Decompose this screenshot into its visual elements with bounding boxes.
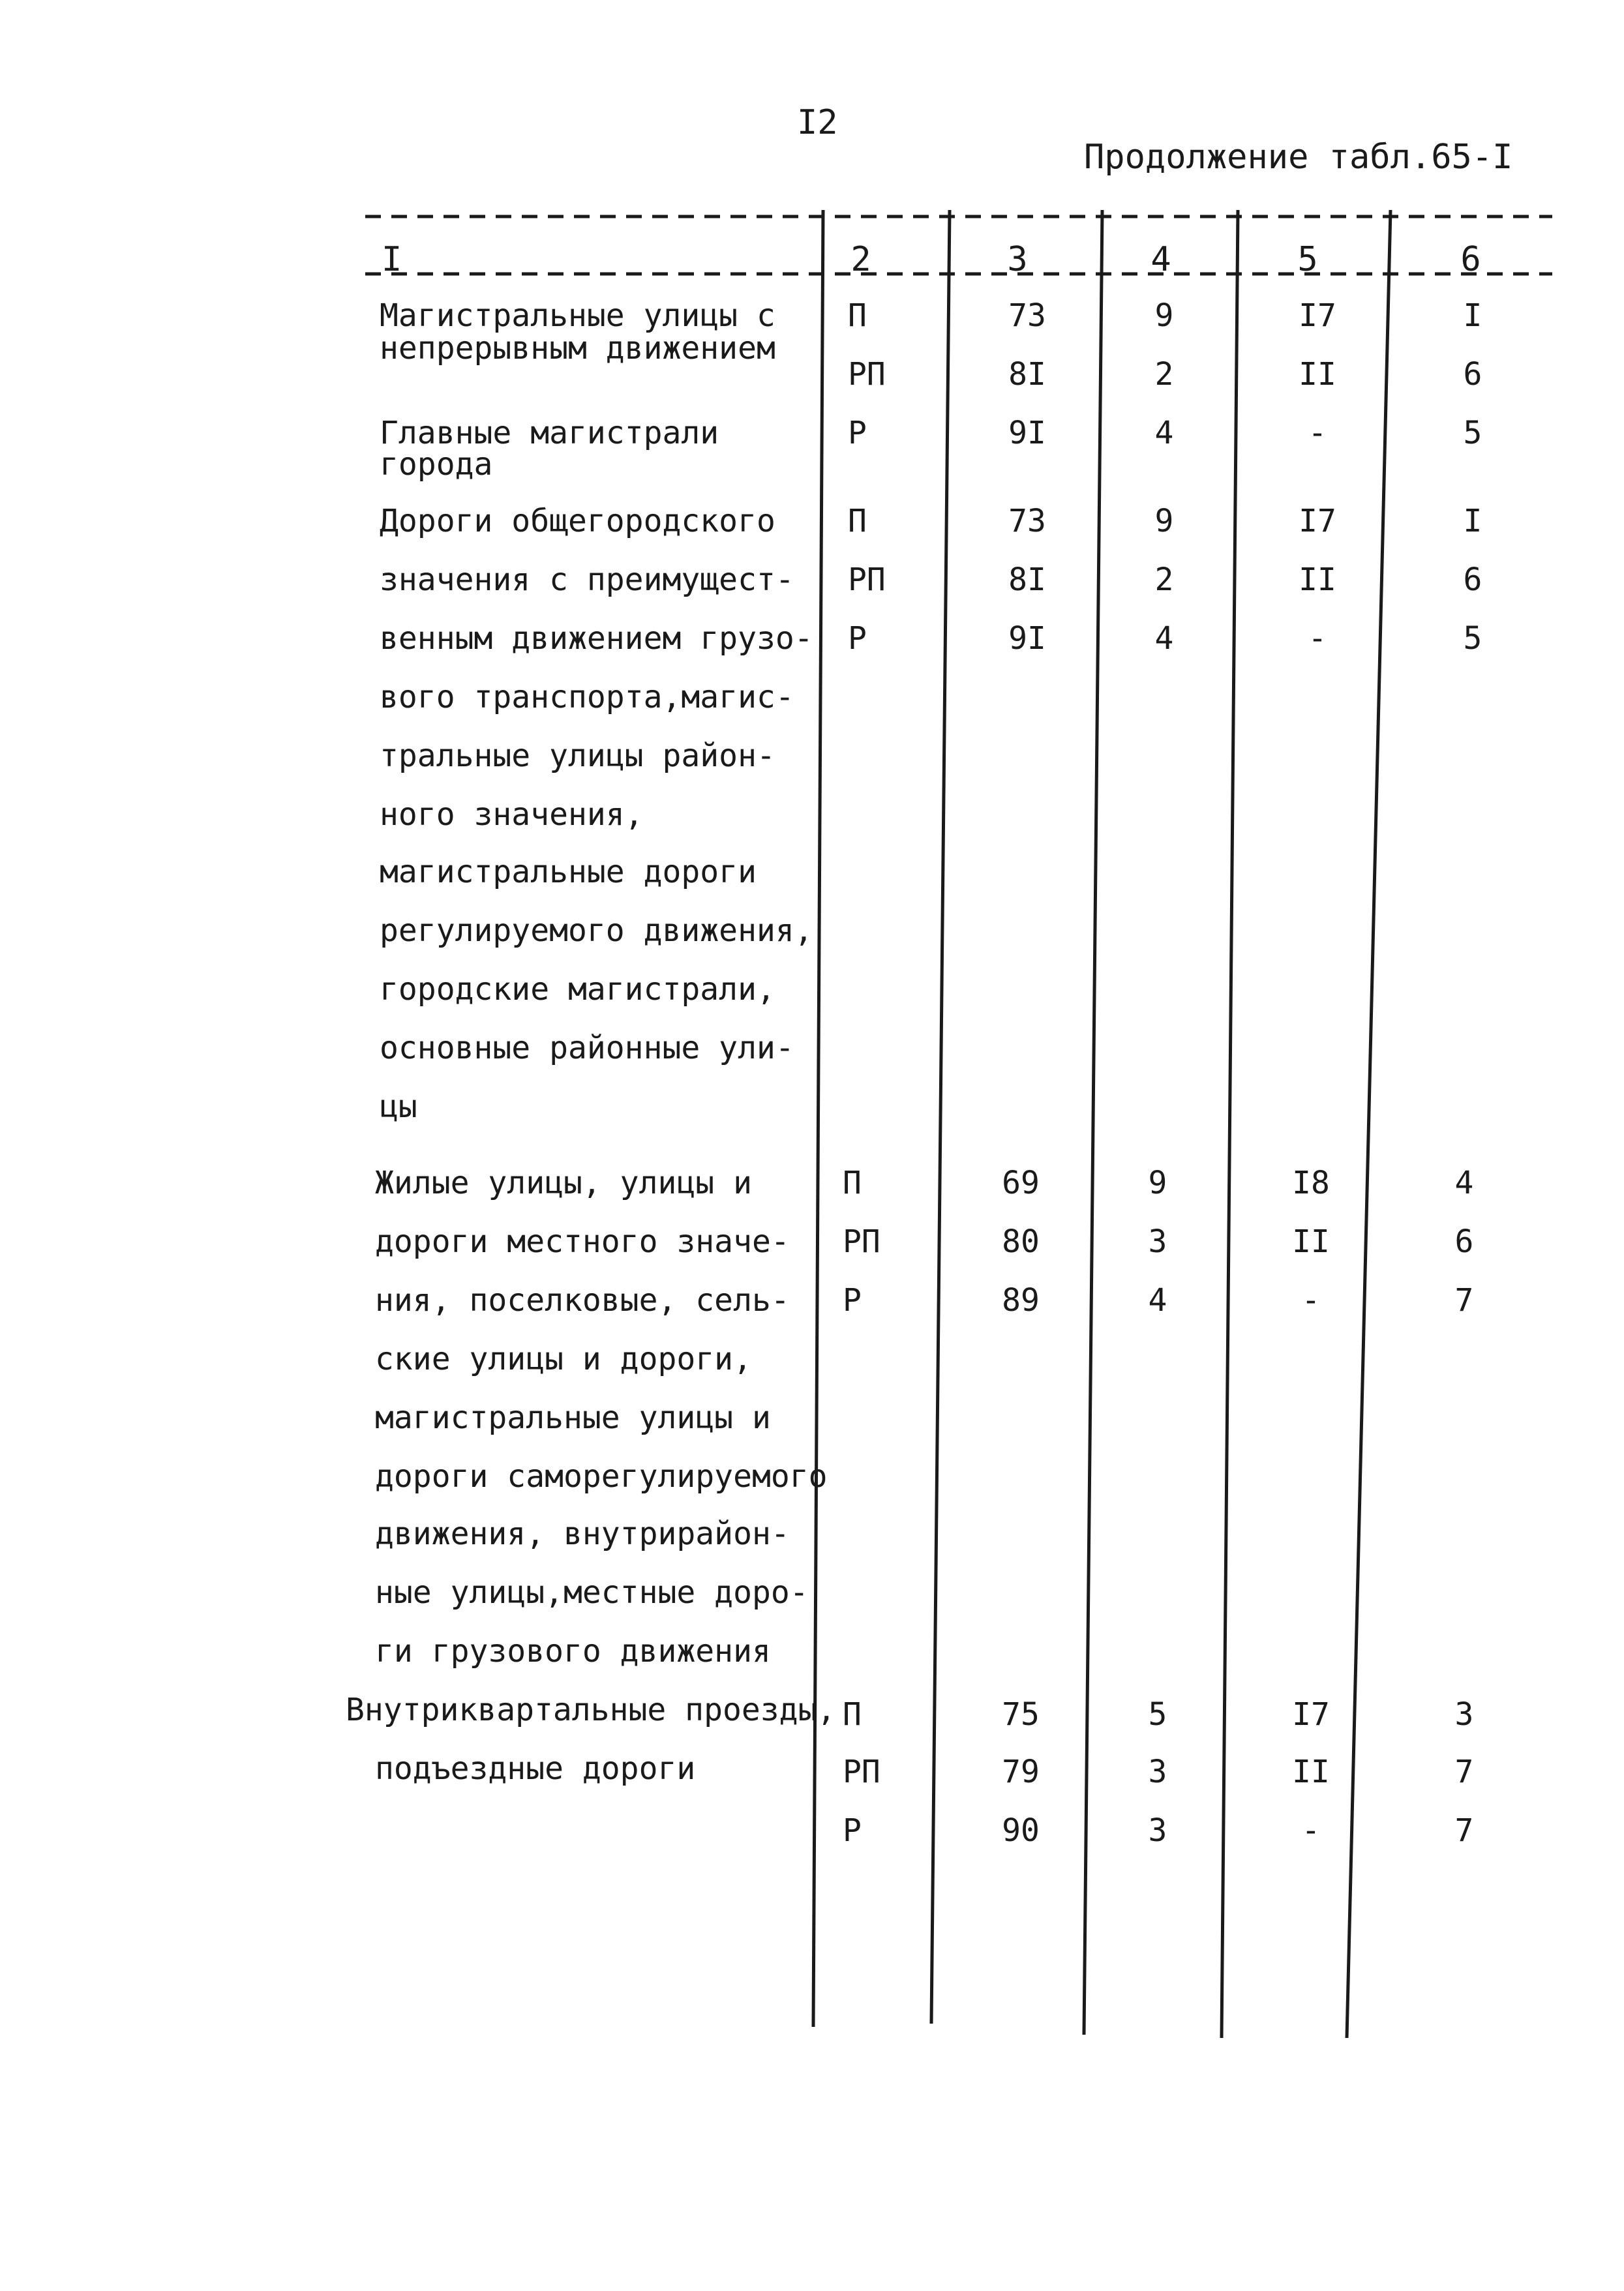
traffic-mode-cell: РП (843, 1754, 880, 1790)
col3-value: 90 (1002, 1812, 1040, 1849)
col3-value: 9I (1008, 620, 1046, 657)
road-category-line: магистральные дороги (380, 854, 757, 890)
col4-value: 2 (1154, 562, 1174, 598)
traffic-mode-cell: РП (848, 356, 886, 393)
col4-value: 2 (1154, 356, 1174, 393)
column-header-3: 3 (1007, 240, 1028, 279)
col5-value: - (1308, 620, 1327, 657)
road-category-line: Дороги общегородского (380, 503, 775, 539)
road-category-line: Главные магистрали (380, 415, 719, 451)
road-category-line: городские магистрали, (380, 971, 775, 1008)
traffic-mode-cell: Р (848, 620, 867, 657)
col4-value: 9 (1154, 297, 1174, 334)
col6-value: 3 (1454, 1696, 1474, 1733)
col3-value: 8I (1008, 356, 1046, 393)
column-header-2: 2 (850, 240, 871, 279)
col3-value: 75 (1002, 1696, 1040, 1733)
col4-value: 3 (1148, 1223, 1167, 1260)
col4-value: 5 (1148, 1696, 1167, 1733)
traffic-mode-cell: РП (843, 1223, 880, 1260)
road-category-line: дороги саморегулируемого (375, 1458, 828, 1495)
road-category-line: основные районные ули- (380, 1030, 794, 1066)
col6-value: 5 (1463, 415, 1482, 451)
road-category-line: Магистральные улицы с (380, 297, 775, 334)
traffic-mode-cell: Р (843, 1812, 862, 1849)
col3-value: 73 (1008, 503, 1046, 539)
col3-value: 9I (1008, 415, 1046, 451)
col4-value: 3 (1148, 1754, 1167, 1790)
road-category-line: значения с преимущест- (380, 562, 794, 598)
col6-value: I (1463, 503, 1482, 539)
column-divider-1 (813, 210, 823, 2027)
column-divider-4 (1222, 210, 1238, 2038)
road-category-line: ги грузового движения (375, 1633, 771, 1670)
col4-value: 9 (1154, 503, 1174, 539)
col5-value: - (1301, 1812, 1321, 1849)
road-category-line: ские улицы и дороги, (375, 1341, 752, 1377)
traffic-mode-cell: П (843, 1165, 862, 1201)
col4-value: 4 (1148, 1282, 1167, 1319)
road-category-line: города (380, 446, 493, 483)
col3-value: 69 (1002, 1165, 1040, 1201)
traffic-mode-cell: Р (848, 415, 867, 451)
road-category-line: венным движением грузо- (380, 620, 813, 657)
road-category-line: тральные улицы район- (380, 738, 775, 774)
column-header-5: 5 (1297, 240, 1318, 279)
road-category-line: вого транспорта,магис- (380, 679, 794, 715)
traffic-mode-cell: Р (843, 1282, 862, 1319)
col5-value: - (1308, 415, 1327, 451)
column-header-4: 4 (1150, 240, 1171, 279)
col3-value: 8I (1008, 562, 1046, 598)
col5-value: I7 (1299, 297, 1336, 334)
column-divider-3 (1084, 210, 1102, 2035)
col6-value: 6 (1463, 356, 1482, 393)
col4-value: 3 (1148, 1812, 1167, 1849)
col6-value: 4 (1454, 1165, 1474, 1201)
col6-value: 7 (1454, 1812, 1474, 1849)
road-category-line: Жилые улицы, улицы и (375, 1165, 752, 1201)
col6-value: 5 (1463, 620, 1482, 657)
col5-value: I7 (1299, 503, 1336, 539)
column-header-6: 6 (1460, 240, 1481, 279)
road-category-line: ные улицы,местные доро- (375, 1574, 809, 1611)
road-category-line: движения, внутрирайон- (375, 1516, 790, 1552)
col5-value: I8 (1292, 1165, 1330, 1201)
col3-value: 73 (1008, 297, 1046, 334)
col5-value: - (1301, 1282, 1321, 1319)
road-category-line: магистральные улицы и (375, 1400, 771, 1436)
road-category-line: непрерывным движением (380, 330, 775, 367)
road-category-line: цы (380, 1088, 417, 1125)
column-divider-5 (1347, 210, 1391, 2038)
col4-value: 4 (1154, 415, 1174, 451)
road-category-line: Внутриквартальные проезды, (346, 1692, 836, 1728)
col6-value: 7 (1454, 1754, 1474, 1790)
col5-value: II (1299, 356, 1336, 393)
road-category-line: регулируемого движения, (380, 912, 813, 949)
col3-value: 89 (1002, 1282, 1040, 1319)
col5-value: I7 (1292, 1696, 1330, 1733)
traffic-mode-cell: П (848, 503, 867, 539)
col5-value: II (1299, 562, 1336, 598)
col5-value: II (1292, 1754, 1330, 1790)
col3-value: 80 (1002, 1223, 1040, 1260)
col6-value: 7 (1454, 1282, 1474, 1319)
road-category-line: подъездные дороги (375, 1750, 696, 1787)
road-category-line: ного значения, (380, 796, 644, 833)
col4-value: 9 (1148, 1165, 1167, 1201)
traffic-mode-cell: П (843, 1696, 862, 1733)
col6-value: 6 (1454, 1223, 1474, 1260)
traffic-mode-cell: П (848, 297, 867, 334)
road-category-line: дороги местного значе- (375, 1223, 790, 1260)
column-header-1: I (382, 240, 402, 279)
road-category-line: ния, поселковые, сель- (375, 1282, 790, 1319)
column-divider-2 (931, 210, 950, 2024)
table-caption: Продолжение табл.65-I (1084, 138, 1513, 177)
col6-value: I (1463, 297, 1482, 334)
page-number: I2 (797, 103, 838, 142)
col5-value: II (1292, 1223, 1330, 1260)
traffic-mode-cell: РП (848, 562, 886, 598)
col6-value: 6 (1463, 562, 1482, 598)
col4-value: 4 (1154, 620, 1174, 657)
col3-value: 79 (1002, 1754, 1040, 1790)
